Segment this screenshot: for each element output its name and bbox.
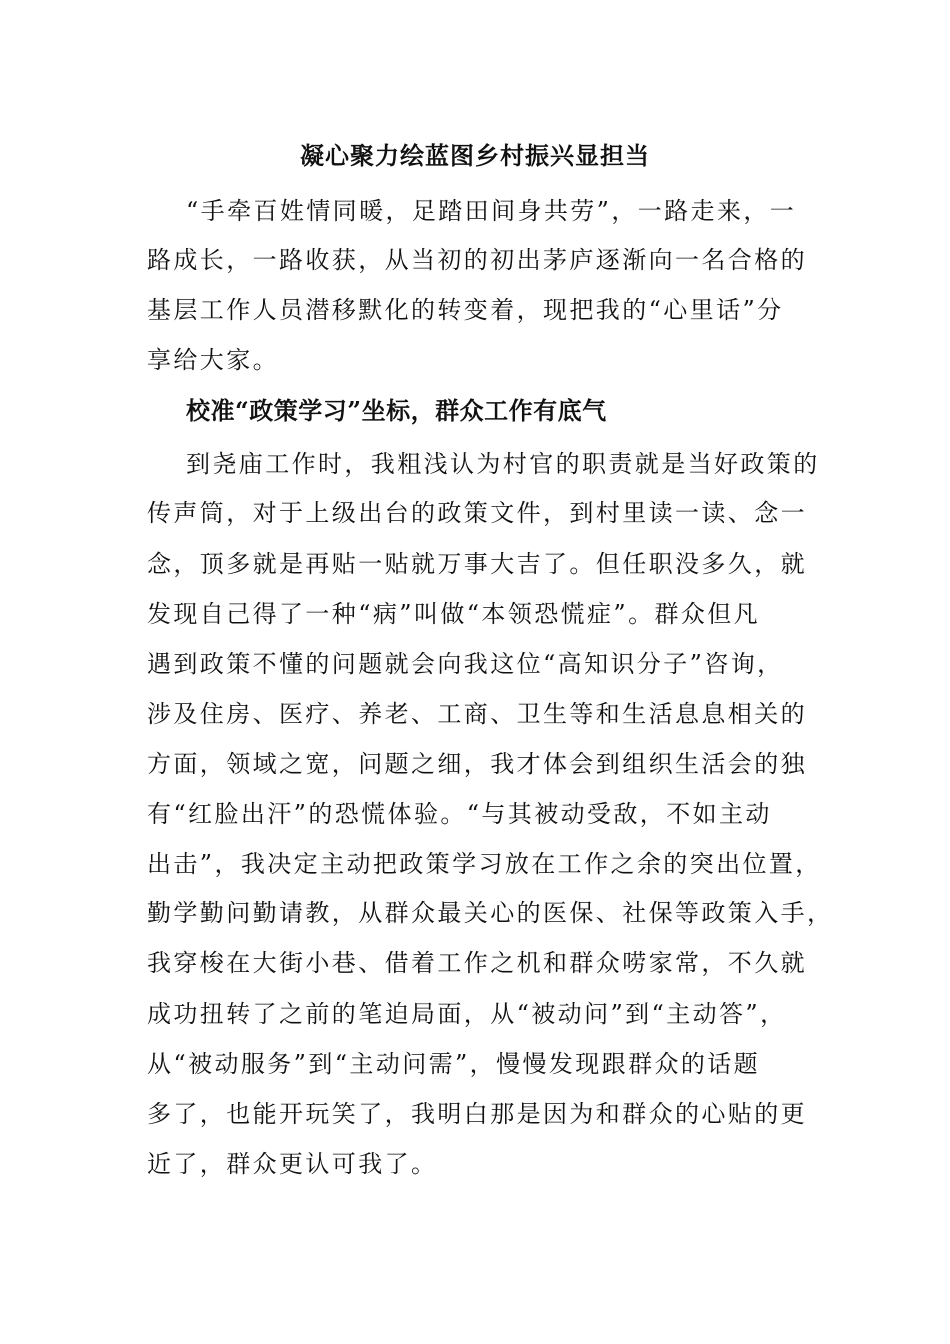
body-line: 勤学勤问勤请教，从群众最关心的医保、社保等政策入手， <box>147 899 834 927</box>
body-line: 遇到政策不懂的问题就会向我这位“高知识分子”咨询， <box>147 650 784 678</box>
body-line: 念，顶多就是再贴一贴就万事大吉了。但任职没多久，就 <box>147 550 807 578</box>
intro-line: “手牵百姓情同暖，足踏田间身共劳”，一路走来，一 <box>186 197 797 225</box>
body-line: 涉及住房、医疗、养老、工商、卫生等和生活息息相关的 <box>147 700 807 728</box>
body-line: 有“红脸出汗”的恐慌体验。“与其被动受敌，不如主动 <box>147 800 772 828</box>
section-heading: 校准“政策学习”坐标，群众工作有底气 <box>186 396 607 425</box>
body-line: 成功扭转了之前的笔迫局面，从“被动问”到“主动答”， <box>147 1000 787 1028</box>
body-line: 传声筒，对于上级出台的政策文件，到村里读一读、念一 <box>147 499 807 527</box>
body-line: 出击”，我决定主动把政策学习放在工作之余的突出位置， <box>147 850 822 878</box>
body-line: 多了，也能开玩笑了，我明白那是因为和群众的心贴的更 <box>147 1100 807 1128</box>
body-line: 发现自己得了一种“病”叫做“本领恐慌症”。群众但凡 <box>147 600 761 628</box>
body-line: 我穿梭在大街小巷、借着工作之机和群众唠家常，不久就 <box>147 949 807 977</box>
intro-line: 路成长，一路收获，从当初的初出茅庐逐渐向一名合格的 <box>147 246 807 274</box>
document-title: 凝心聚力绘蓝图乡村振兴显担当 <box>300 141 650 170</box>
intro-line: 基层工作人员潜移默化的转变着，现把我的“心里话”分 <box>147 296 784 324</box>
body-line: 近了，群众更认可我了。 <box>147 1150 438 1178</box>
body-line: 到尧庙工作时，我粗浅认为村官的职责就是当好政策的 <box>186 450 820 478</box>
intro-line: 享给大家。 <box>147 346 279 374</box>
body-line: 方面，领域之宽，问题之细，我才体会到组织生活会的独 <box>147 750 807 778</box>
body-line: 从“被动服务”到“主动问需”，慢慢发现跟群众的话题 <box>147 1050 761 1078</box>
